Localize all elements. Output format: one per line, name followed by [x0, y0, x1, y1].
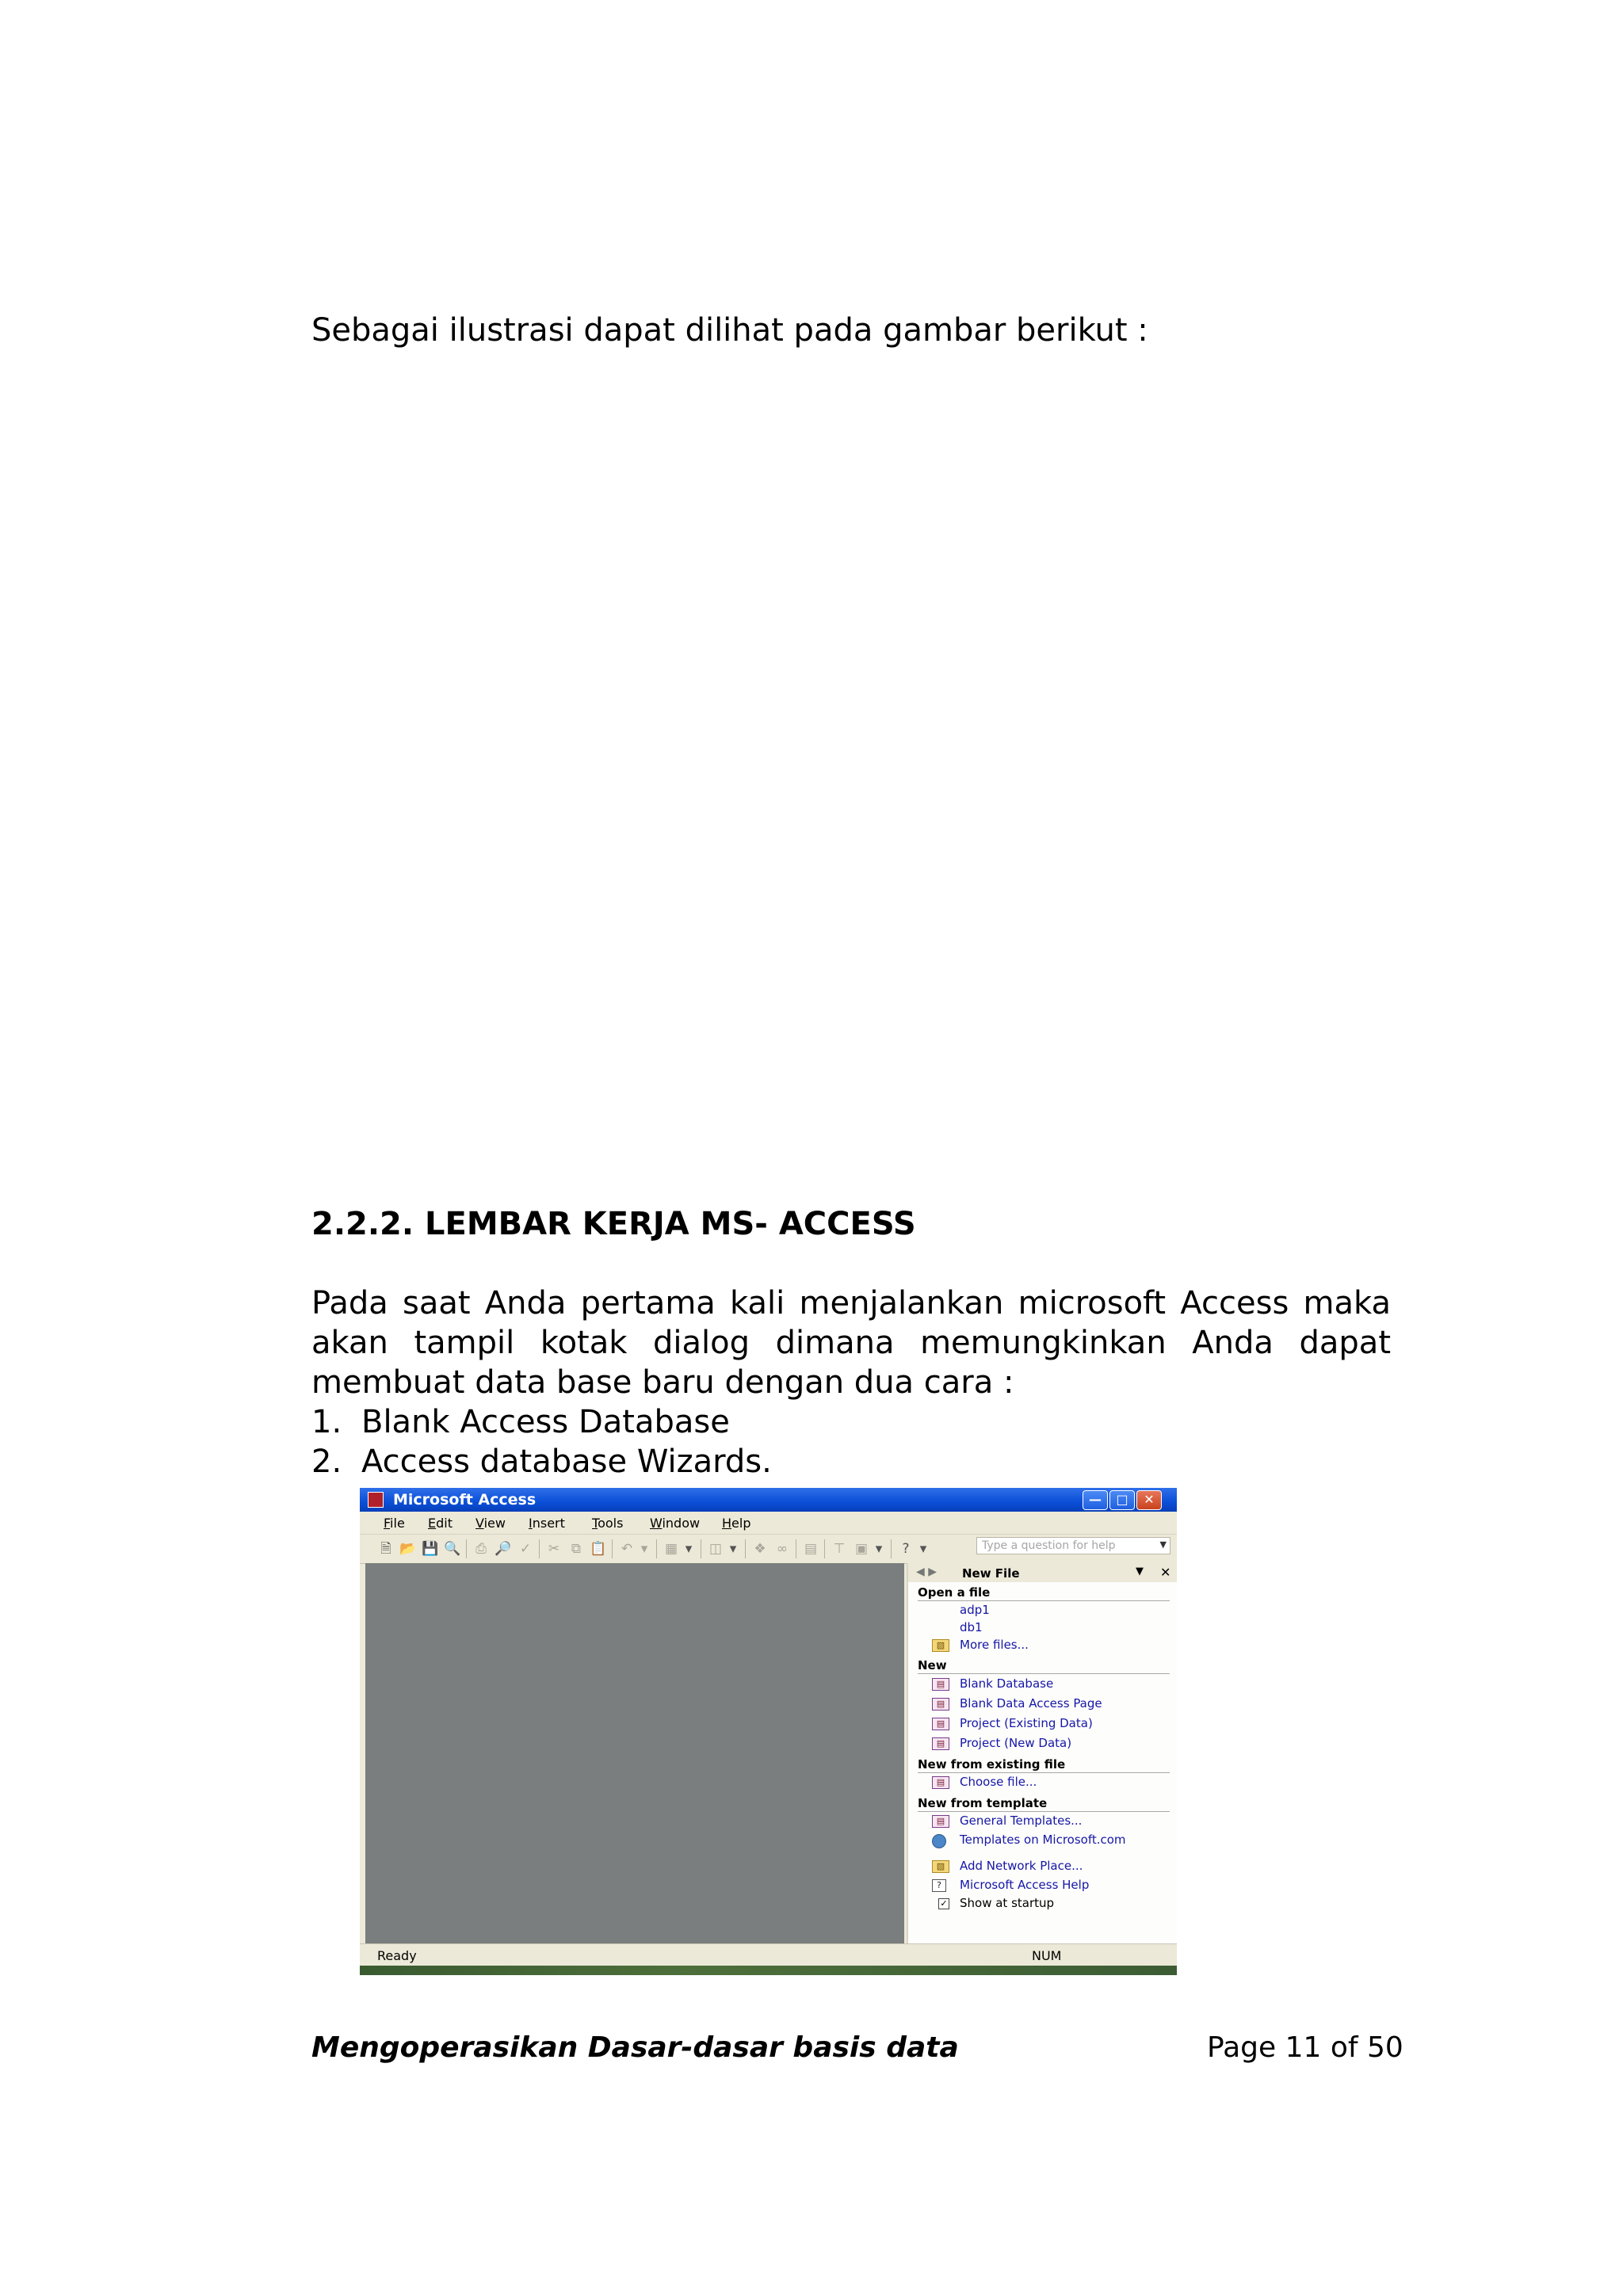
desktop-background-strip [360, 1966, 1177, 1975]
project-existing-data-link[interactable]: Project (Existing Data) [960, 1716, 1093, 1730]
print-preview-icon[interactable]: 🔎 [495, 1541, 512, 1557]
footer-title: Mengoperasikan Dasar-dasar basis data [311, 2031, 959, 2064]
section-new: New [918, 1658, 1170, 1674]
status-ready: Ready [377, 1948, 417, 1963]
properties-icon[interactable]: ▤ [804, 1541, 818, 1557]
file-search-icon[interactable]: 🔍 [444, 1541, 461, 1557]
office-links-icon[interactable]: ▦ [664, 1541, 678, 1557]
blank-database-link[interactable]: Blank Database [960, 1676, 1054, 1691]
method-list [311, 1402, 772, 1482]
menu-insert[interactable]: Insert [529, 1516, 565, 1531]
list-text: Blank Access Database [361, 1404, 730, 1440]
show-at-startup-label: Show at startup [960, 1896, 1055, 1910]
print-icon[interactable]: ⎙ [475, 1541, 487, 1557]
code-icon[interactable]: ❖ [754, 1541, 766, 1557]
back-forward-icon[interactable]: ◀ ▶ [916, 1566, 937, 1578]
folder-icon: ▧ [932, 1639, 949, 1652]
undo-icon[interactable]: ↶ [621, 1541, 633, 1557]
new-object-dropdown-icon[interactable]: ▾ [875, 1541, 883, 1557]
task-pane-title: New File [962, 1566, 1020, 1581]
section-heading: 2.2.2. LEMBAR KERJA MS- ACCESS [311, 1206, 916, 1242]
open-folder-icon[interactable]: 📂 [399, 1541, 417, 1557]
maximize-button[interactable]: □ [1109, 1490, 1135, 1510]
section-new-from-template: New from template [918, 1796, 1170, 1812]
body-paragraph: Pada saat Anda pertama kali menjalankan microsoft Access maka akan tampil kotak dialog dimana memungkinkan Anda dapat membuat data base baru dengan dua cara : [311, 1285, 1391, 1401]
window-title: Microsoft Access [393, 1491, 537, 1508]
new-object-icon[interactable]: ▣ [854, 1541, 869, 1557]
recent-file-link[interactable]: db1 [960, 1620, 983, 1634]
menu-bar [360, 1512, 1177, 1552]
relationships-window-icon[interactable]: ⊤ [833, 1541, 846, 1557]
analyze-icon[interactable]: ◫ [708, 1541, 723, 1557]
database-icon: ▤ [932, 1678, 949, 1691]
choose-file-link[interactable]: Choose file... [960, 1775, 1037, 1789]
menu-edit[interactable]: Edit [428, 1516, 453, 1531]
title-bar [360, 1488, 1177, 1512]
add-network-place-link[interactable]: Add Network Place... [960, 1859, 1083, 1873]
analyze-dropdown-icon[interactable]: ▾ [729, 1541, 737, 1557]
menu-tools[interactable]: Tools [592, 1516, 624, 1531]
help-icon: ? [932, 1879, 946, 1892]
task-pane [907, 1563, 1177, 1943]
status-bar [360, 1943, 1177, 1966]
menu-window[interactable]: Window [650, 1516, 701, 1531]
template-icon: ▤ [932, 1815, 949, 1828]
access-help-link[interactable]: Microsoft Access Help [960, 1878, 1090, 1892]
list-number: 2. [311, 1444, 342, 1480]
paste-icon[interactable]: 📋 [590, 1541, 607, 1557]
status-num-lock: NUM [1032, 1948, 1062, 1963]
project-icon: ▤ [932, 1737, 949, 1750]
blank-data-access-page-link[interactable]: Blank Data Access Page [960, 1696, 1102, 1711]
help-icon[interactable]: ? [902, 1541, 910, 1557]
toolbar-options-icon[interactable]: ▾ [919, 1541, 927, 1557]
more-files-link[interactable]: More files... [960, 1638, 1029, 1652]
new-icon[interactable]: 🗎 [380, 1541, 391, 1557]
list-text: Access database Wizards. [361, 1444, 772, 1480]
general-templates-link[interactable]: General Templates... [960, 1814, 1083, 1828]
help-question-input[interactable]: Type a question for help ▼ [976, 1537, 1170, 1554]
copy-icon[interactable]: ⧉ [571, 1541, 582, 1557]
list-item [311, 1402, 772, 1442]
list-item [311, 1442, 772, 1482]
office-links-dropdown-icon[interactable]: ▾ [685, 1541, 693, 1557]
file-icon: ▤ [932, 1776, 949, 1789]
project-new-data-link[interactable]: Project (New Data) [960, 1736, 1072, 1750]
menu-view[interactable]: View [475, 1516, 506, 1531]
section-new-from-existing: New from existing file [918, 1757, 1170, 1773]
chevron-down-icon: ▼ [1159, 1539, 1167, 1550]
templates-online-link[interactable]: Templates on Microsoft.com [960, 1833, 1126, 1847]
relationships-icon[interactable]: ∞ [776, 1541, 789, 1557]
list-number: 1. [311, 1404, 342, 1440]
globe-icon [932, 1834, 946, 1848]
section-open-file: Open a file [918, 1585, 1170, 1601]
close-icon[interactable]: ✕ [1160, 1565, 1171, 1580]
chevron-down-icon[interactable]: ▼ [1136, 1566, 1144, 1577]
recent-file-link[interactable]: adp1 [960, 1603, 990, 1617]
network-place-icon: ▧ [932, 1860, 949, 1873]
project-icon: ▤ [932, 1718, 949, 1730]
access-app-icon [368, 1492, 384, 1508]
cut-icon[interactable]: ✂ [548, 1541, 560, 1557]
minimize-button[interactable]: — [1083, 1490, 1108, 1510]
intro-text: Sebagai ilustrasi dapat dilihat pada gambar berikut : [311, 312, 1148, 349]
standard-toolbar [360, 1534, 1177, 1564]
close-button[interactable]: ✕ [1136, 1490, 1162, 1510]
undo-dropdown-icon[interactable]: ▾ [640, 1541, 648, 1557]
access-window-screenshot [360, 1488, 1177, 1975]
data-access-page-icon: ▤ [932, 1698, 949, 1711]
menu-file[interactable]: File [384, 1516, 405, 1531]
page-number: Page 11 of 50 [1207, 2031, 1403, 2064]
menu-help[interactable]: Help [722, 1516, 751, 1531]
workspace-area [365, 1563, 904, 1943]
show-at-startup-checkbox[interactable]: ✓ [938, 1898, 949, 1909]
task-pane-header [908, 1563, 1177, 1582]
save-icon[interactable]: 💾 [422, 1541, 439, 1557]
spelling-icon[interactable]: ✓ [519, 1541, 532, 1557]
